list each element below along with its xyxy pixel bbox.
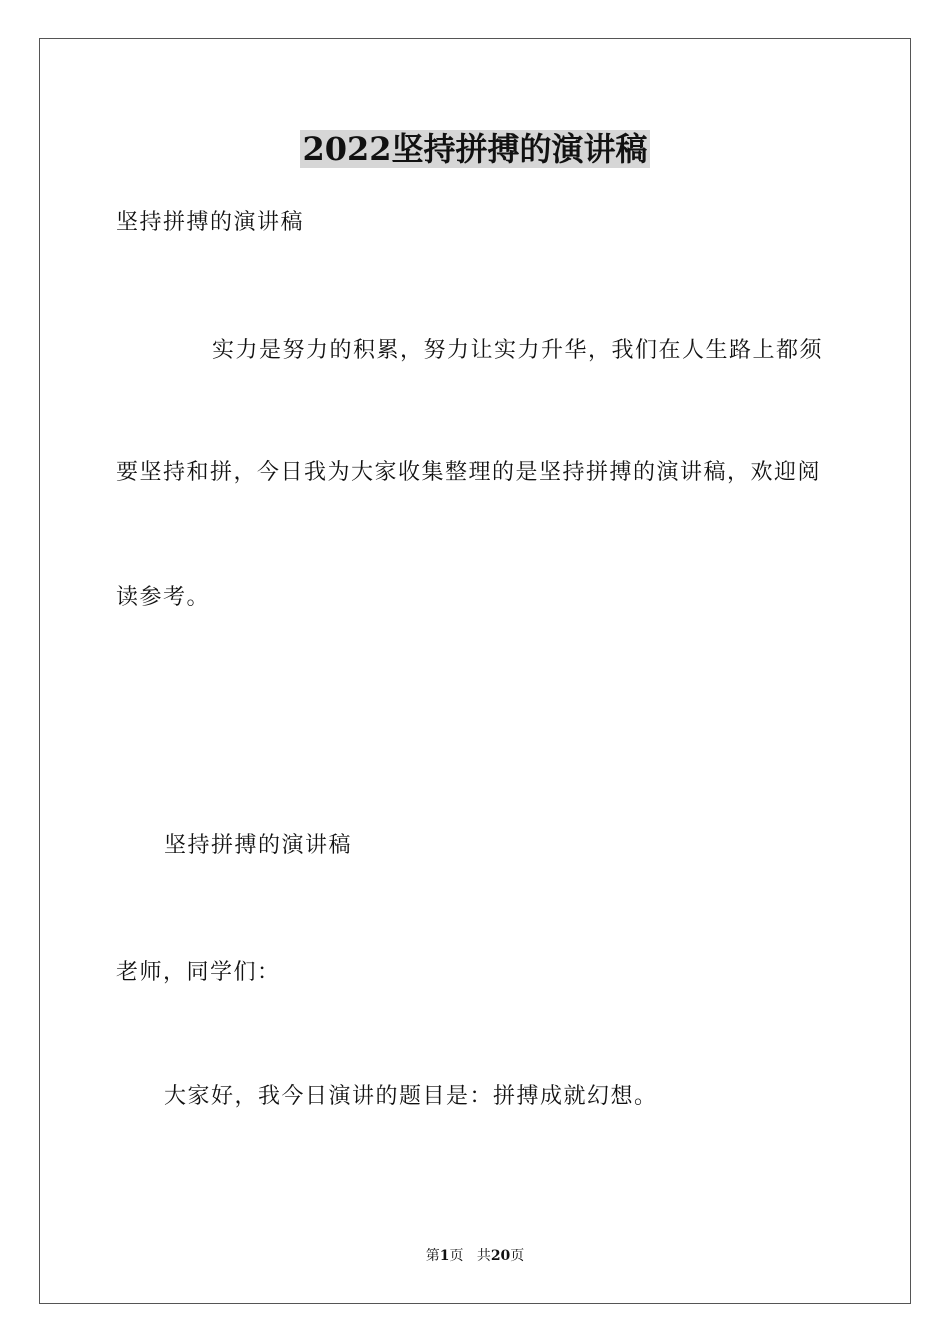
total-suffix: 页	[510, 1248, 525, 1264]
page-prefix: 第	[425, 1248, 440, 1264]
intro-line-3: 读参考。	[116, 585, 211, 610]
intro-line-1: 实力是努力的积累，努力让实力升华，我们在人生路上都须	[212, 338, 824, 363]
greeting-line: 老师，同学们：	[116, 960, 281, 985]
document-title	[0, 127, 950, 171]
total-prefix: 共	[476, 1248, 491, 1264]
section-heading: 坚持拼搏的演讲稿	[164, 833, 353, 858]
document-title-text: 2022坚持拼搏的演讲稿	[302, 130, 648, 168]
document-subtitle: 坚持拼搏的演讲稿	[116, 210, 305, 235]
page-number: 1	[439, 1248, 450, 1264]
total-pages: 20	[490, 1248, 511, 1264]
page-suffix: 页	[449, 1248, 464, 1264]
page-footer	[0, 1246, 950, 1266]
intro-line-2: 要坚持和拼，今日我为大家收集整理的是坚持拼搏的演讲稿，欢迎阅	[116, 460, 822, 485]
opening-paragraph: 大家好，我今日演讲的题目是：拼搏成就幻想。	[164, 1084, 658, 1109]
